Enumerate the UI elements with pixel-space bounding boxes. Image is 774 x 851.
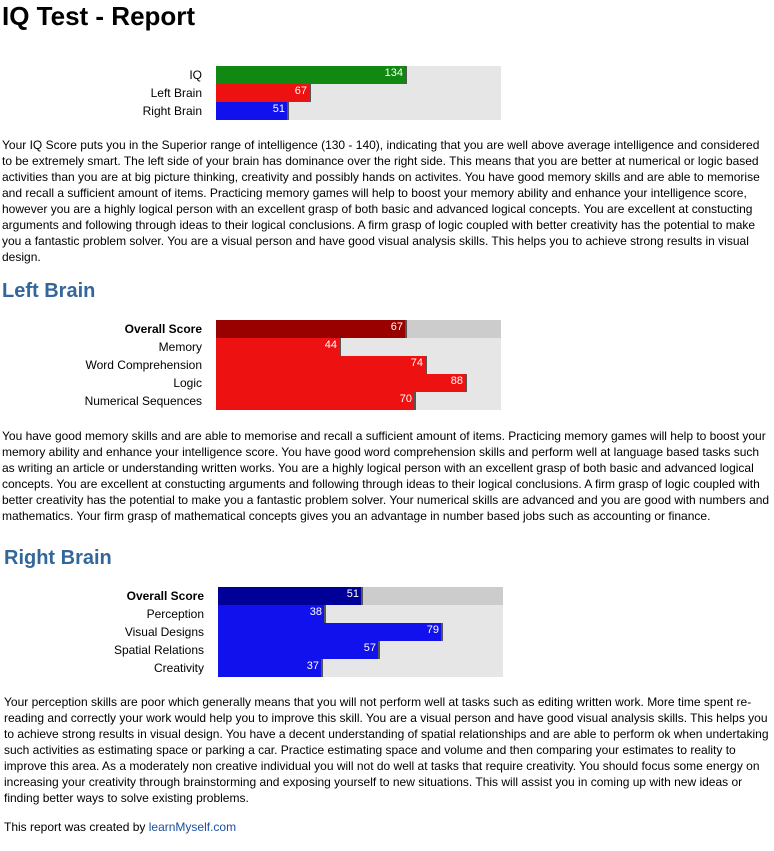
page-title: IQ Test - Report xyxy=(2,1,196,31)
bar-track xyxy=(216,320,501,338)
summary-paragraph: Your IQ Score puts you in the Superior range of intelligence (130 - 140), indicating that you are well above average intelligence and considered to be extremely smart. The left side of your brain has dominance over the right side. This means that you are better at numerical or logic based activities than you are at big picture thinking, creativity and possibly hands on activites. You have good memory skills and are able to memorise and recall a sufficient amount of items. Practicing memory games will help to boost your memory ability and enhance your intelligence score, however you are a highly logical person with an excellent grasp of both basic and advanced logical concepts. You are excellent at constucting arguments and following through ideas to their logical conclusions. A firm grasp of logic coupled with better creativity has the potential to make you a fantastic problem solver. You are a visual person and have good visual analysis skills. This helps you to achieve strong results in visual design. xyxy=(2,138,760,264)
bar-value-memory: 44 xyxy=(324,339,337,351)
bar-value-logic: 88 xyxy=(450,375,463,387)
bar-track xyxy=(218,605,503,623)
bar-overall-score xyxy=(218,587,363,605)
bar-value-creativity: 37 xyxy=(306,660,319,672)
bar-value-right-brain: 51 xyxy=(272,103,285,115)
bar-track xyxy=(218,659,503,677)
footer-text: This report was created by xyxy=(4,820,149,834)
bar-track xyxy=(218,641,503,659)
bar-label-creativity: Creativity xyxy=(153,661,204,675)
right-brain-paragraph: Your perception skills are poor which generally means that you will not perform well at tasks such as editing written work. More time spent re-reading and correctly your work would help you to improve this skill. You are a visual person and have good visual analysis skills. This helps you to achieve strong results in visual design. You have a decent understanding of spatial relationships and are able to perform ok when undertaking such activities as estimating space or parking a car. Practice estimating space and volume and then comparing your estimates to reality to improve this area. As a moderately non creative individual you will not do well at tasks that require creativity. You should focus some energy on increasing your creativity through brainstorming and exposing yourself to new situations. This will assist you in coming up with new ideas or finding better ways to solve existing problems. xyxy=(4,695,769,805)
bar-track xyxy=(218,587,503,605)
bar-track xyxy=(216,84,501,102)
bar-right-brain xyxy=(216,102,289,120)
bar-value-perception: 38 xyxy=(309,606,322,618)
bar-track xyxy=(216,66,501,84)
bar-track xyxy=(216,374,501,392)
left-brain-chart xyxy=(0,320,502,410)
right-brain-chart xyxy=(2,587,504,677)
bar-label-iq: IQ xyxy=(189,68,202,82)
bar-value-left-brain: 67 xyxy=(294,85,307,97)
bar-value-visual-designs: 79 xyxy=(426,624,439,636)
bar-left-brain xyxy=(216,84,311,102)
bar-memory xyxy=(216,338,341,356)
bar-value-word-comprehension: 74 xyxy=(410,357,423,369)
bar-track xyxy=(216,338,501,356)
bar-word-comprehension xyxy=(216,356,427,374)
bar-track xyxy=(216,392,501,410)
bar-track xyxy=(218,623,503,641)
bar-value-spatial-relations: 57 xyxy=(363,642,376,654)
bar-value-numerical-sequences: 70 xyxy=(399,393,412,405)
bar-label-visual-designs: Visual Designs xyxy=(124,625,204,639)
bar-value-overall-score: 51 xyxy=(346,588,359,600)
iq-summary-chart xyxy=(0,66,502,120)
bar-numerical-sequences xyxy=(216,392,416,410)
bar-creativity xyxy=(218,659,323,677)
bar-label-numerical-sequences: Numerical Sequences xyxy=(84,394,202,408)
bar-perception xyxy=(218,605,326,623)
learnmyself-link[interactable]: learnMyself.com xyxy=(148,820,237,834)
bar-iq xyxy=(216,66,407,84)
bar-label-overall-score: Overall Score xyxy=(124,322,202,336)
bar-spatial-relations xyxy=(218,641,380,659)
bar-label-perception: Perception xyxy=(146,607,204,621)
bar-value-overall-score: 67 xyxy=(390,321,403,333)
bar-label-right-brain: Right Brain xyxy=(142,104,202,118)
bar-label-logic: Logic xyxy=(173,376,202,390)
bar-logic xyxy=(216,374,467,392)
right-brain-heading: Right Brain xyxy=(4,547,112,569)
bar-label-overall-score: Overall Score xyxy=(126,589,204,603)
bar-value-iq: 134 xyxy=(384,67,403,79)
bar-label-spatial-relations: Spatial Relations xyxy=(113,643,204,657)
bar-visual-designs xyxy=(218,623,443,641)
bar-overall-score xyxy=(216,320,407,338)
left-brain-heading: Left Brain xyxy=(2,280,96,302)
left-brain-paragraph: You have good memory skills and are able to memorise and recall a sufficient amount of items. Practicing memory games will help to boost your memory ability and enhance your intelligence score. You have good word comprehension skills and perform well at language based tasks such as writing an article or understanding written works. You are a highly logical person with an excellent grasp of both basic and advanced logical concepts. You are excellent at constucting arguments and following through ideas to their logical conclusions. A firm grasp of logic coupled with better creativity has the potential to make you a fantastic problem solver. Your numerical skills are advanced and you are good with numbers and mathematics. Your firm grasp of mathematical concepts gives you an advantage in number based jobs such as accounting or finance. xyxy=(2,429,770,523)
bar-label-left-brain: Left Brain xyxy=(150,86,202,100)
footer xyxy=(4,820,236,834)
bar-track xyxy=(216,102,501,120)
bar-track xyxy=(216,356,501,374)
bar-label-word-comprehension: Word Comprehension xyxy=(85,358,202,372)
bar-label-memory: Memory xyxy=(158,340,202,354)
